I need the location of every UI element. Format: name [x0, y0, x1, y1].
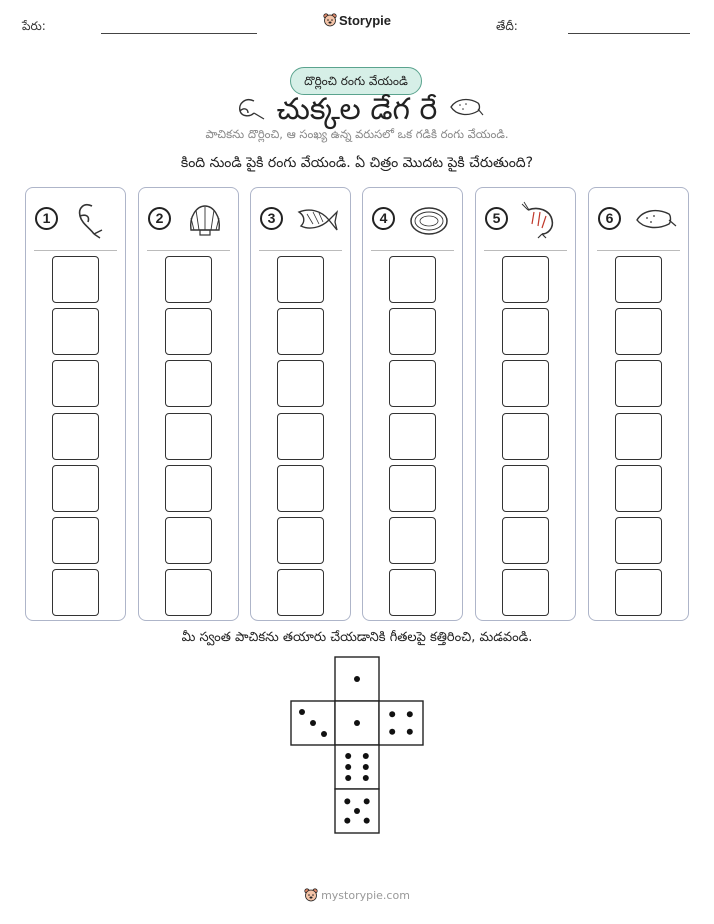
- name-label: పేరు:: [22, 19, 46, 33]
- die-face-top: [335, 657, 379, 701]
- die-pip: [299, 709, 305, 715]
- die-pip: [364, 798, 370, 804]
- column-number: 3: [260, 207, 283, 230]
- die-face-left: [291, 701, 335, 745]
- die-pip: [363, 764, 369, 770]
- die-pip: [345, 775, 351, 781]
- die-face-lower: [335, 745, 379, 789]
- column-number: 4: [372, 207, 395, 230]
- die-pip: [345, 764, 351, 770]
- die-pip: [363, 775, 369, 781]
- die-pip: [345, 753, 351, 759]
- roll-and-color-badge: దొర్లించి రంగు వేయండి: [290, 67, 422, 95]
- die-pip: [344, 818, 350, 824]
- column-number: 1: [35, 207, 58, 230]
- column-number: 5: [485, 207, 508, 230]
- brand-name: Storypie: [338, 13, 391, 28]
- die-pip: [321, 731, 327, 737]
- storypie-bear-icon: [304, 888, 318, 902]
- footer-site[interactable]: mystorypie.com: [321, 889, 410, 902]
- die-face-center: [335, 701, 379, 745]
- footer: [0, 888, 714, 902]
- die-pip: [364, 818, 370, 824]
- die-pip: [344, 798, 350, 804]
- die-pip: [354, 676, 360, 682]
- page-title: చుక్కల డేగ రే: [276, 92, 438, 127]
- die-pip: [407, 711, 413, 717]
- subtitle: పాచికను దొర్లించి, ఆ సంఖ్య ఉన్న వరుసలో ఒక గడికి రంగు వేయండి.: [205, 127, 509, 141]
- die-pip: [354, 808, 360, 814]
- die-pip: [310, 720, 316, 726]
- cut-fold-instruction: మీ స్వంత పాచికను తయారు చేయడానికి గీతలపై కత్తిరించి, మడవండి.: [181, 630, 533, 645]
- die-face-right: [379, 701, 423, 745]
- column-number: 6: [598, 207, 621, 230]
- die-pip: [407, 729, 413, 735]
- column-number: 2: [148, 207, 171, 230]
- die-pip: [389, 711, 395, 717]
- die-pip: [363, 753, 369, 759]
- instruction-text: కింది నుండి పైకి రంగు వేయండి. ఏ చిత్రం మొదట పైకి చేరుతుంది?: [180, 155, 534, 171]
- die-pip: [389, 729, 395, 735]
- die-pip: [354, 720, 360, 726]
- die-face-bottom: [335, 789, 379, 833]
- date-label: తేదీ:: [496, 19, 518, 33]
